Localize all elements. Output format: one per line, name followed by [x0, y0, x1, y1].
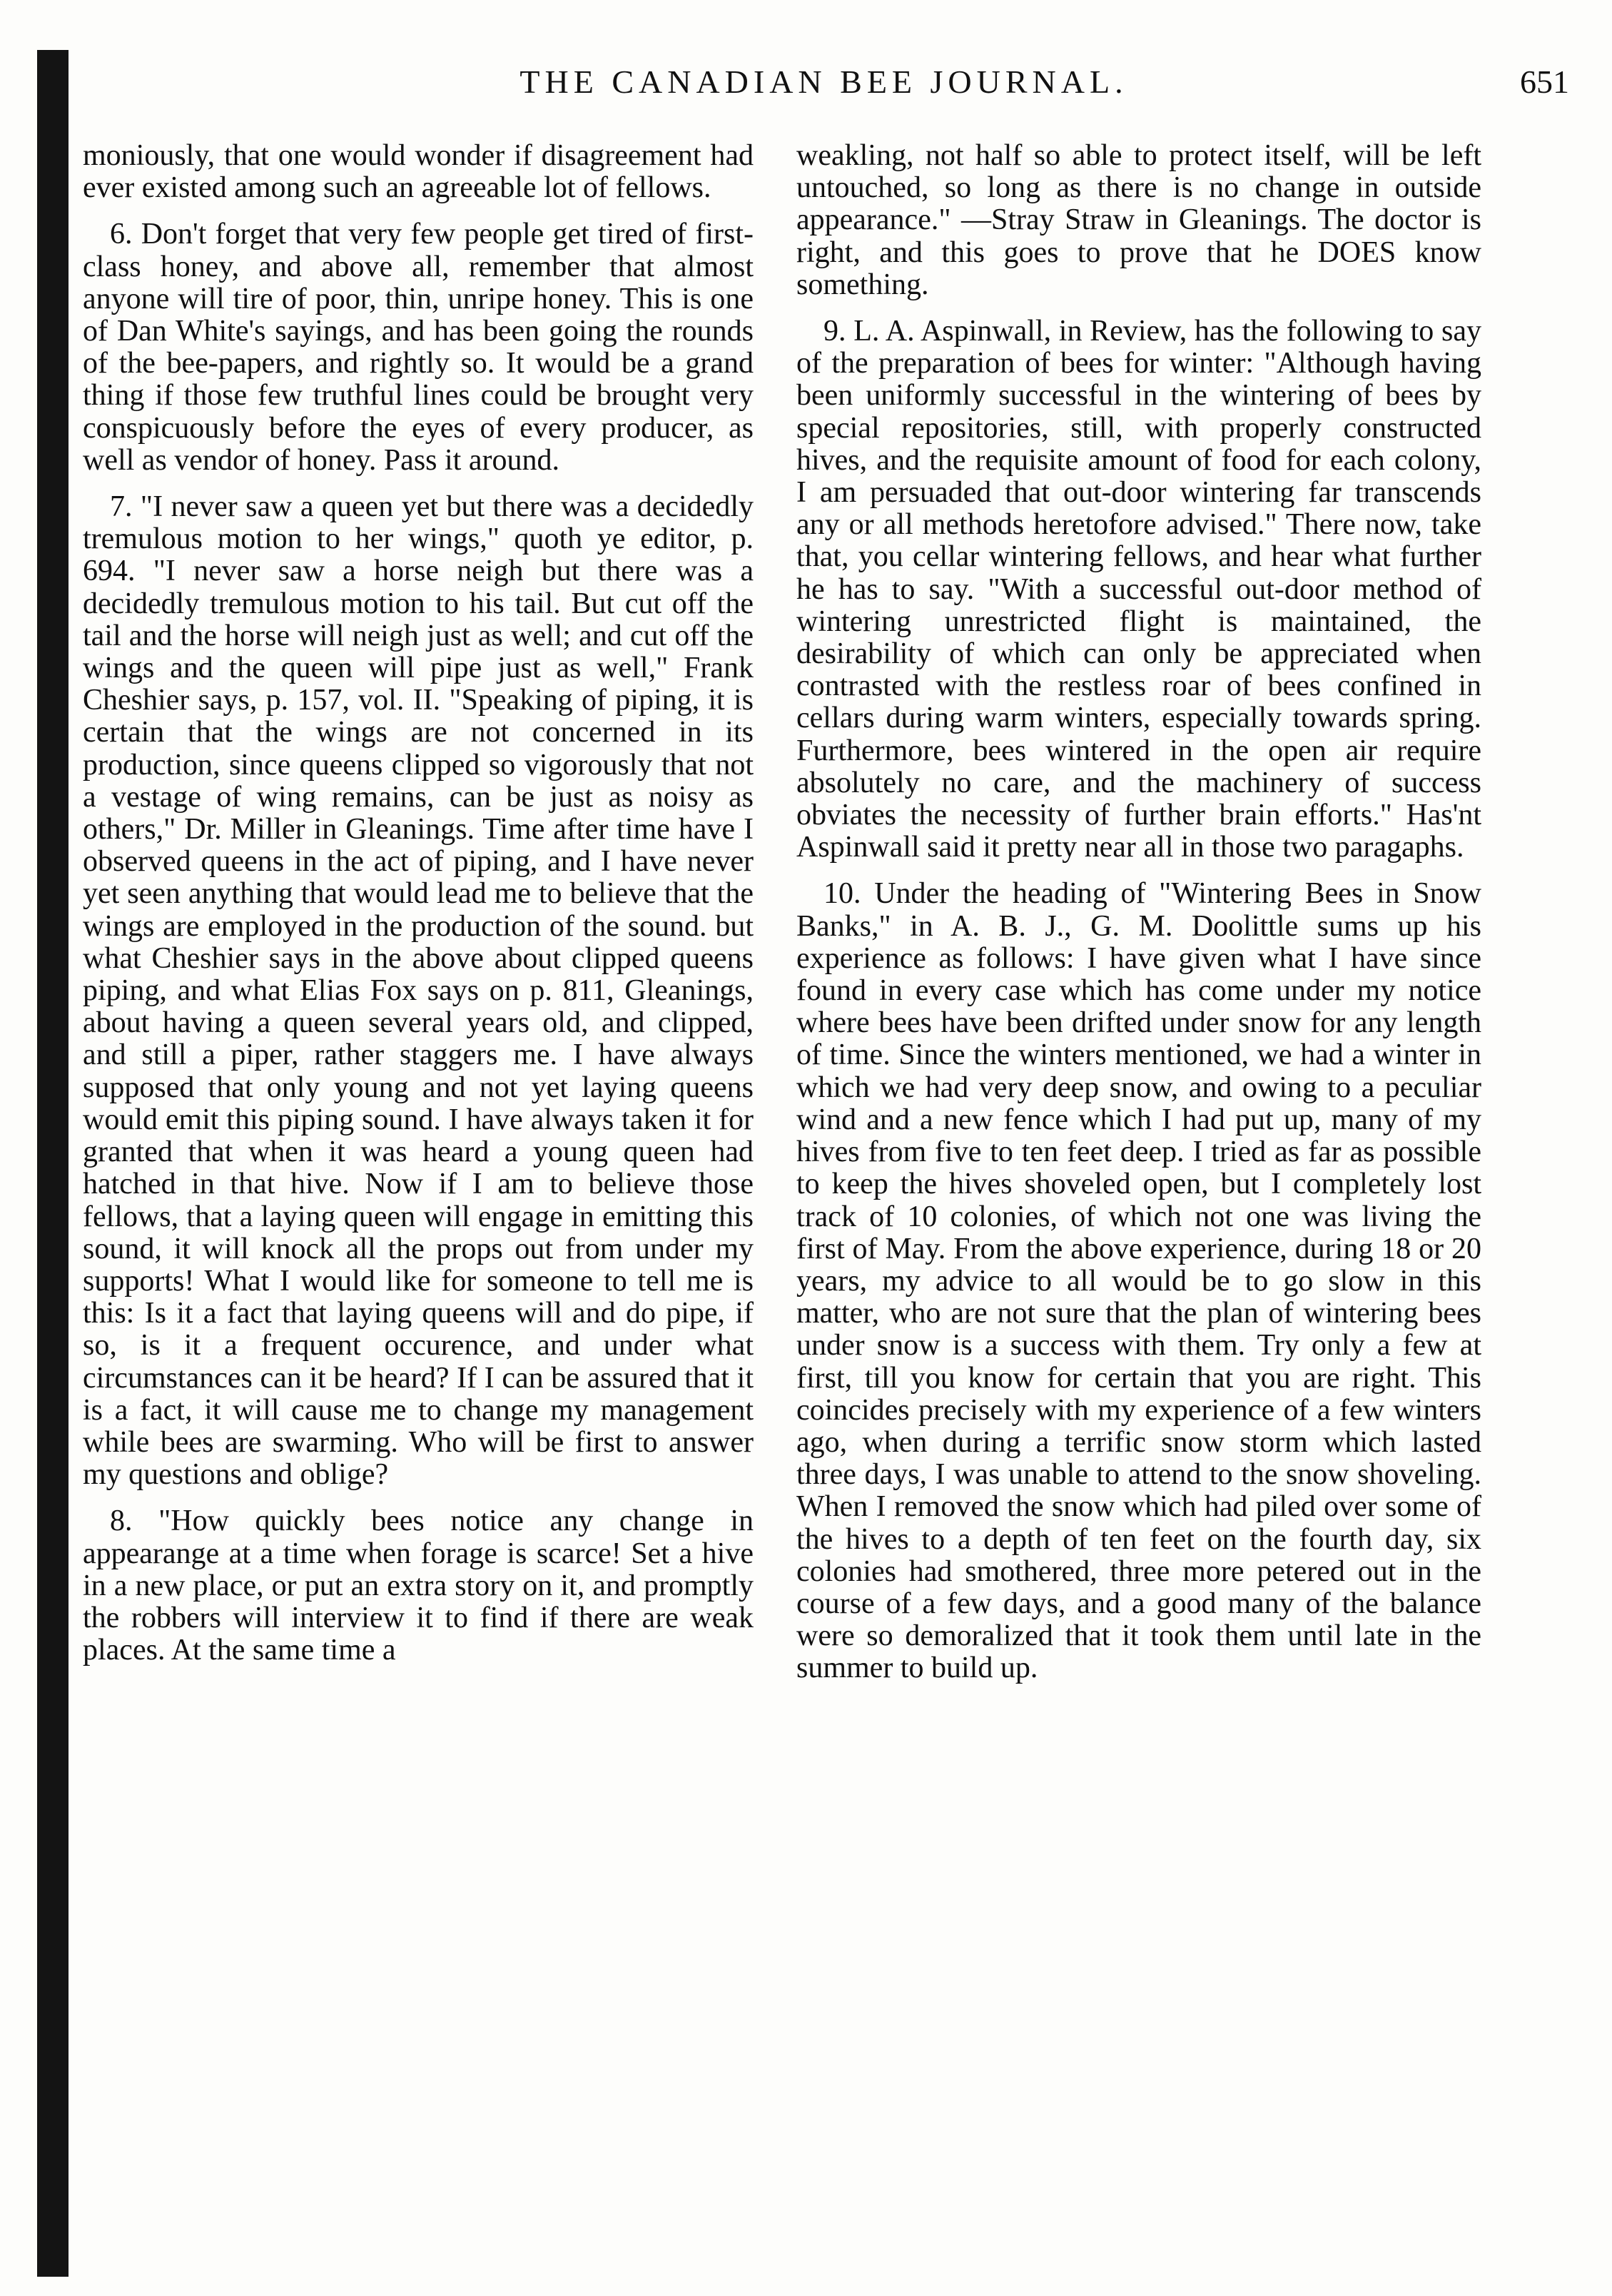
right-column — [796, 140, 1481, 1685]
paragraph-9: 9. L. A. Aspinwall, in Review, has the following to say of the preparation of bees for winter: "Although having been uniformly successful in the wintering of bees by special repositories, still, with properly constructed hives, and the requisite amount of food for each colony, I am persuaded that out-door wintering far transcends any or all methods heretofore advised." There now, take that, you cellar wintering fellows, and hear what further he has to say. "With a successful out-door method of wintering unrestricted flight is maintained, the desirability of which can only be appreciated when contrasted with the restless roar of bees confined in cellars during warm winters, especially towards spring. Furthermore, bees wintered in the open air require absolutely no care, and the machinery of success obviates the necessity of further brain efforts." Has'nt Aspinwall said it pretty near all in those two paragaphs. — [796, 315, 1481, 864]
paragraph-8: 8. "How quickly bees notice any change in appearange at a time when forage is scarce! Set a hive in a new place, or put an extra story on it, and promptly the robbers will interview it to find if there are weak places. At the same time a — [83, 1504, 754, 1667]
book-binding-edge — [37, 50, 69, 2277]
paragraph-10: 10. Under the heading of "Wintering Bees in Snow Banks," in A. B. J., G. M. Doolittle sums up his experience as follows: I have given what I have since found in every case which has come under my notice where bees have been drifted under snow for any length of time. Since the winters mentioned, we had a winter in which we had very deep snow, and owing to a peculiar wind and a new fence which I had put up, many of my hives from five to ten feet deep. I tried as far as possible to keep the hives shoveled open, but I completely lost track of 10 colonies, of which not one was living the first of May. From the above experience, during 18 or 20 years, my advice to all would be to go slow in this matter, who are not sure that the plan of wintering bees under snow is a success with them. Try only a few at first, till you know for certain that you are right. This coincides precisely with my experience of a few winters ago, when during a terrific snow storm which lasted three days, I was unable to attend to the snow shoveling. When I removed the snow which had piled over some of the hives to a depth of ten feet on the fourth day, six colonies had smothered, three more petered out in the course of a few days, and a good many of the balance were so demoralized that it took them until late in the summer to build up. — [796, 877, 1481, 1685]
journal-title: THE CANADIAN BEE JOURNAL. — [519, 64, 1128, 100]
paragraph-8-continued: weakling, not half so able to protect itself, will be left untouched, so long as there is no change in outside appearance." —Stray Straw in Gleanings. The doctor is right, and this goes to prove that he DOES know something. — [796, 139, 1481, 301]
running-header — [78, 59, 1569, 108]
paragraph-5-continued: moniously, that one would wonder if disagreement had ever existed among such an agreeable lot of fellows. — [83, 139, 754, 205]
page-number: 651 — [1520, 64, 1569, 100]
left-column — [83, 140, 754, 1667]
paragraph-7: 7. "I never saw a queen yet but there was a decidedly tremulous motion to her wings," quoth ye editor, p. 694. "I never saw a horse neigh but there was a decidedly tremulous motion to his tail. But cut off the tail and the horse will neigh just as well; and cut off the wings and the queen will pipe just as well," Frank Cheshier says, p. 157, vol. II. "Speaking of piping, it is certain that the wings are not concerned in its production, since queens clipped so vigorously that not a vestage of wing remains, can be just as noisy as others," Dr. Miller in Gleanings. Time after time have I observed queens in the act of piping, and I have never yet seen anything that would lead me to believe that the wings are employed in the production of the sound. but what Cheshier says in the above about clipped queens piping, and what Elias Fox says on p. 811, Gleanings, about having a queen several years old, and clipped, and still a piper, rather staggers me. I have always supposed that only young and not yet laying queens would emit this piping sound. I have always taken it for granted that when it was heard a young queen had hatched in that hive. Now if I am to believe those fellows, that a laying queen will engage in emitting this sound, it will knock all the props out from under my supports! What I would like for someone to tell me is this: Is it a fact that laying queens will and do pipe, if so, is it a frequent occurence, and under what circumstances can it be heard? If I can be assured that it is a fact, it will cause me to change my management while bees are swarming. Who will be first to answer my questions and oblige? — [83, 490, 754, 1492]
paragraph-6: 6. Don't forget that very few people get tired of first-class honey, and above all, remember that almost anyone will tire of poor, thin, unripe honey. This is one of Dan White's sayings, and has been going the rounds of the bee-papers, and rightly so. It would be a grand thing if those few truthful lines could be brought very conspicuously before the eyes of every producer, as well as vendor of honey. Pass it around. — [83, 218, 754, 477]
